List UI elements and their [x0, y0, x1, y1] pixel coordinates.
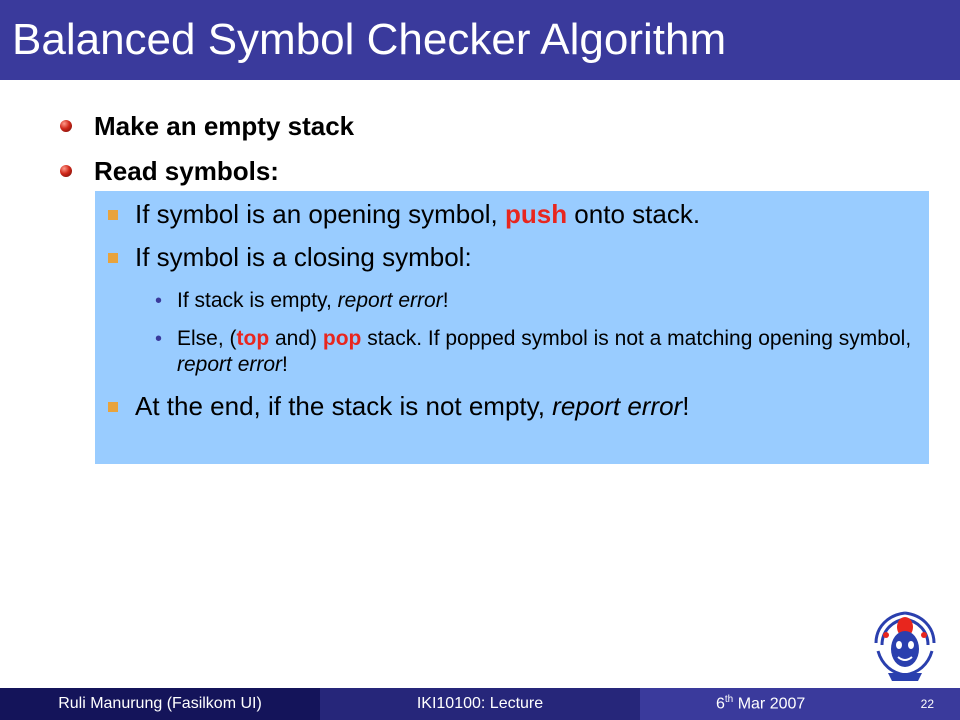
square-bullet-icon — [108, 402, 118, 412]
page-number: 22 — [920, 697, 934, 711]
sub-item-text: If stack is empty, report error! — [177, 289, 449, 312]
box-item-opening — [108, 199, 700, 230]
title-bar — [0, 0, 960, 80]
bullet-make-stack — [60, 110, 354, 142]
footer-course: IKI10100: Lecture — [320, 688, 640, 720]
square-bullet-icon — [108, 253, 118, 263]
square-bullet-icon — [108, 210, 118, 220]
footer — [0, 688, 960, 720]
dot-bullet-icon: • — [155, 290, 163, 312]
bullet-text: Read symbols: — [94, 155, 279, 186]
box-item-closing — [108, 242, 472, 273]
ball-bullet-icon — [60, 165, 72, 177]
footer-author: Ruli Manurung (Fasilkom UI) — [0, 688, 320, 720]
sub-item-text: Else, (top and) pop stack. If popped symbol is not a matching opening symbol, report error! — [177, 327, 912, 376]
footer-date: 6th Mar 2007 — [716, 694, 806, 713]
item-text: If symbol is a closing symbol: — [135, 242, 472, 272]
footer-date-page — [640, 688, 960, 720]
ball-bullet-icon — [60, 120, 72, 132]
university-emblem-logo — [868, 605, 942, 683]
sub-item-pop — [155, 326, 915, 378]
box-item-end — [108, 391, 689, 422]
sub-item-empty — [155, 288, 915, 314]
slide-title: Balanced Symbol Checker Algorithm — [12, 15, 727, 64]
bullet-read-symbols — [60, 155, 279, 187]
item-text: If symbol is an opening symbol, push onto stack. — [135, 199, 701, 229]
content-box — [95, 191, 929, 464]
item-text: At the end, if the stack is not empty, report error! — [135, 391, 690, 421]
dot-bullet-icon: • — [155, 328, 163, 350]
bullet-text: Make an empty stack — [94, 110, 355, 141]
